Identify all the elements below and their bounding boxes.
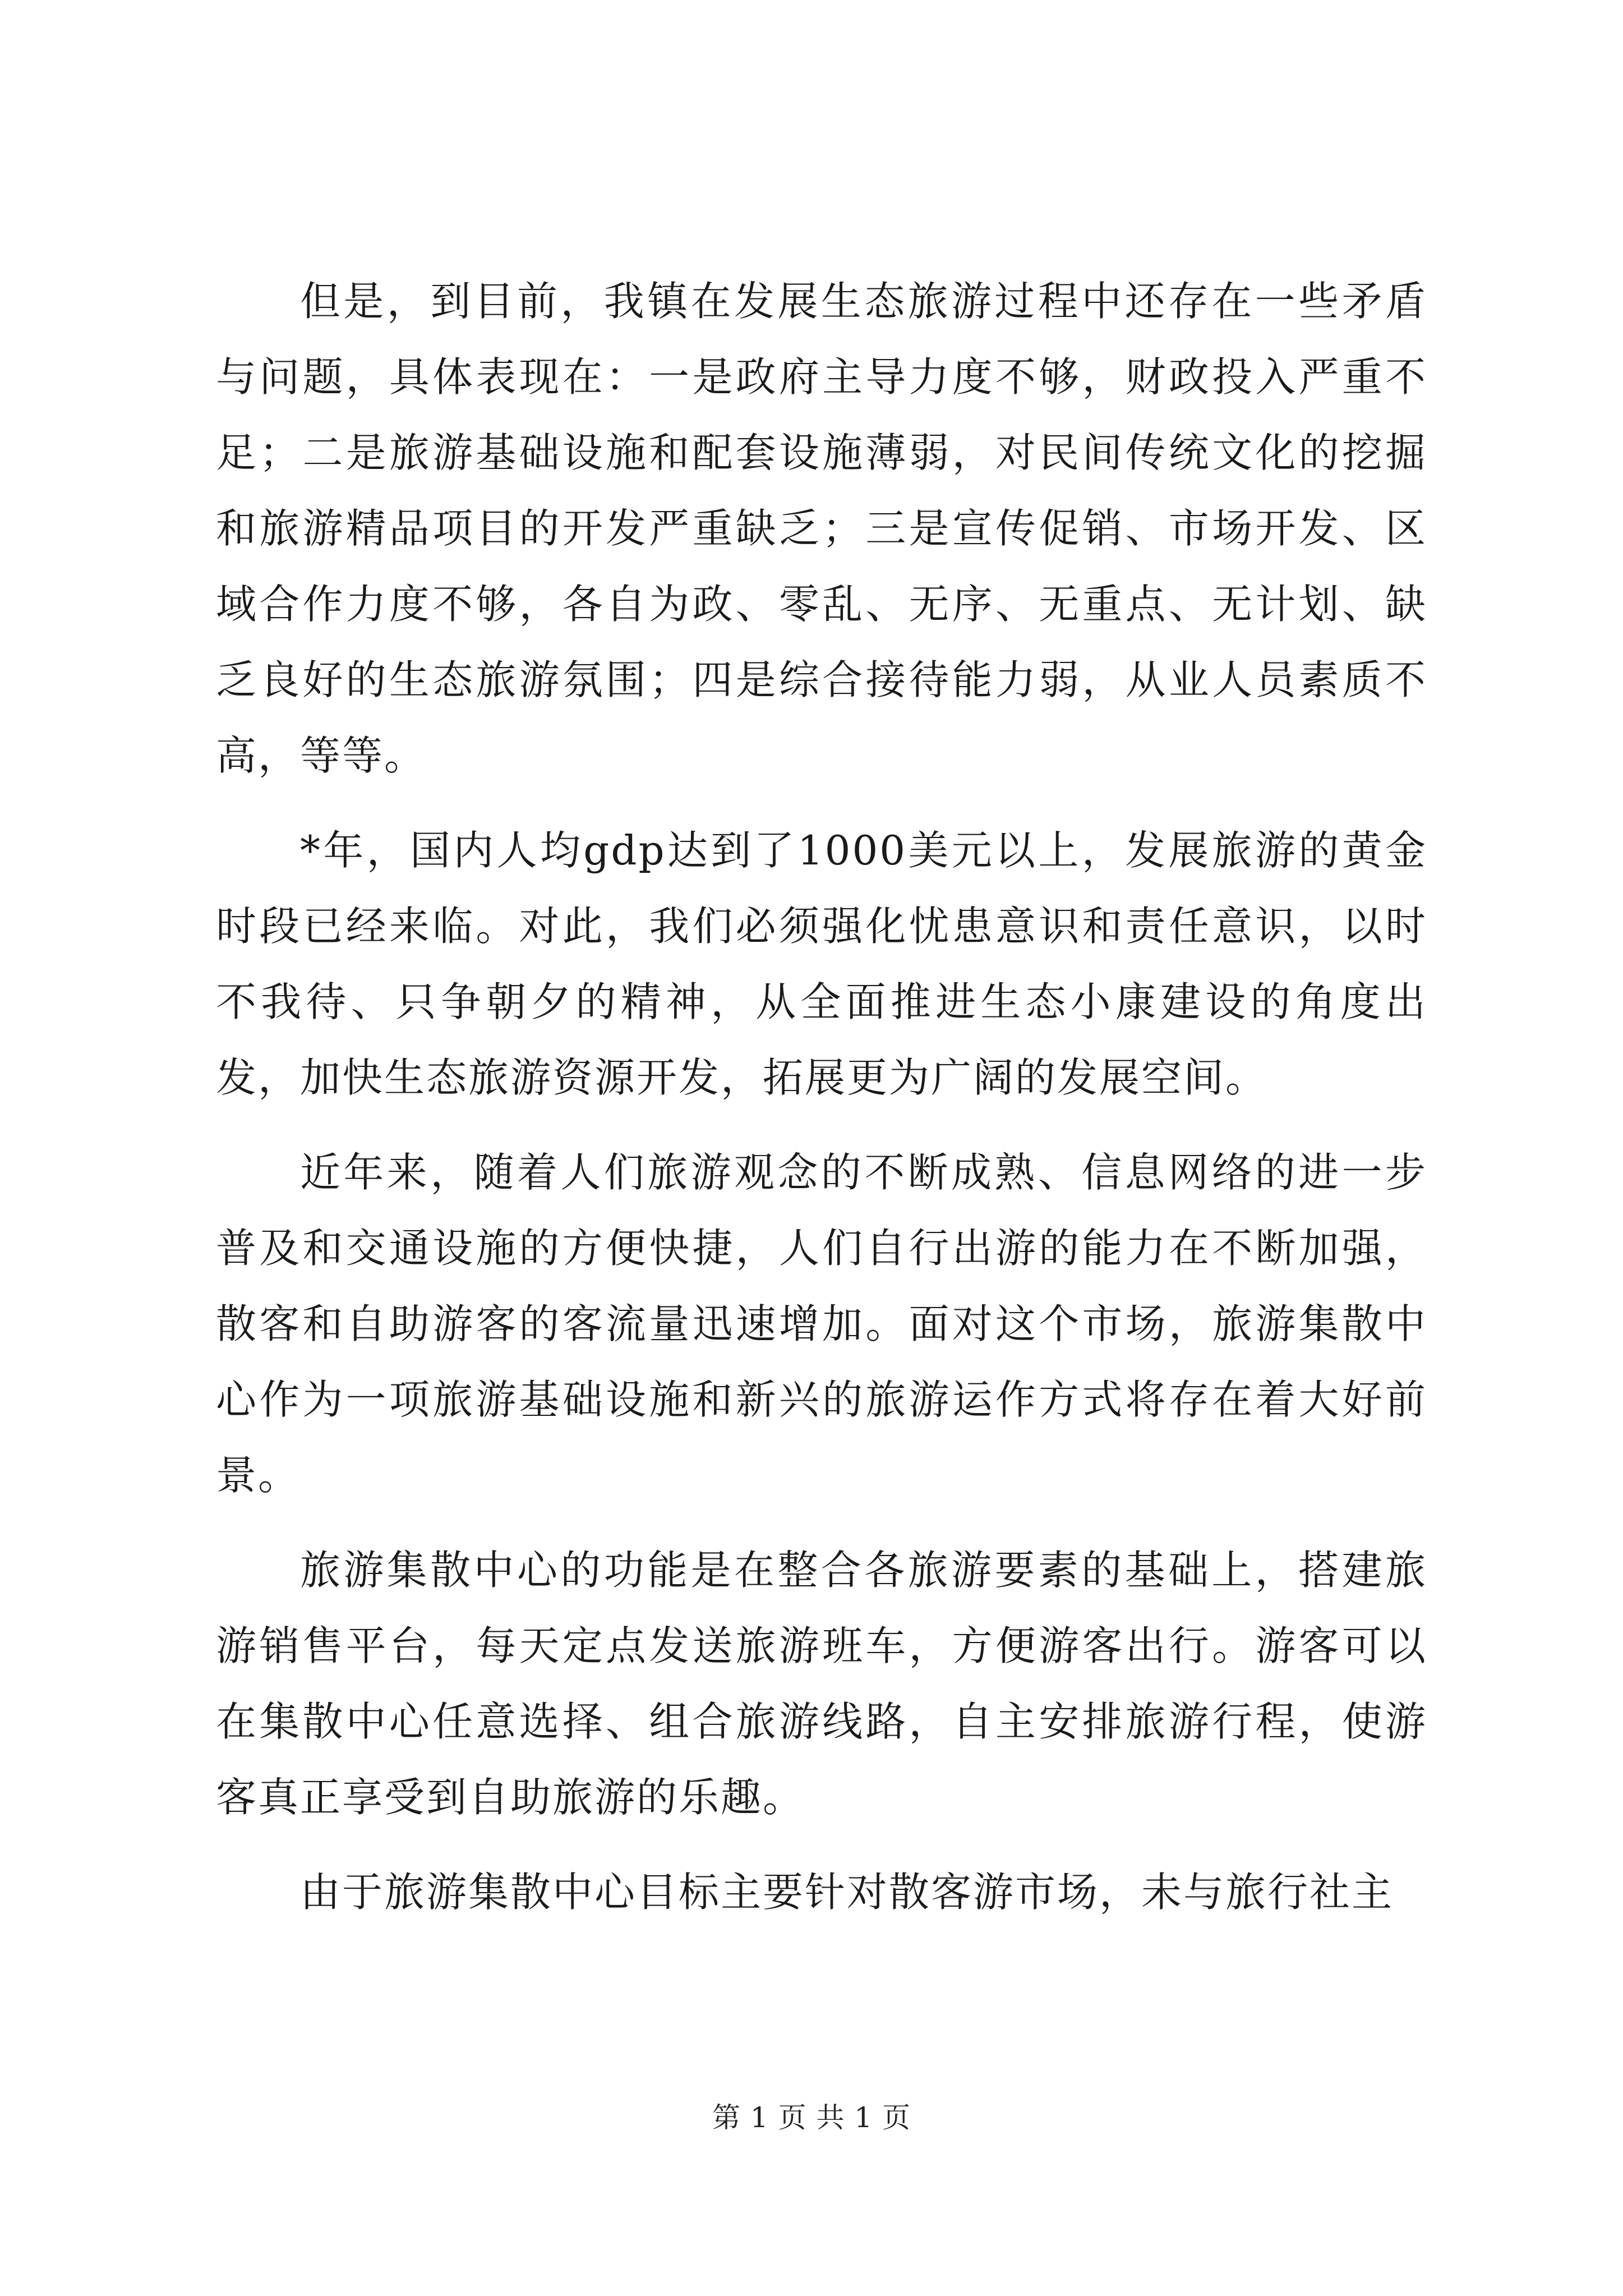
page-footer: 第 1 页 共 1 页	[712, 2101, 911, 2134]
paragraph-5: 由于旅游集散中心目标主要针对散客游市场，未与旅行社主	[300, 1869, 1394, 1916]
document-body	[216, 264, 1427, 1949]
paragraph-1: 但是，到目前，我镇在发展生态旅游过程中还存在一些矛盾与问题，具体表现在：一是政府主导力度不够，财政投入严重不足；二是旅游基础设施和配套设施薄弱，对民间传统文化的挖掘和旅游精品项目的开发严重缺乏；三是宣传促销、市场开发、区域合作力度不够，各自为政、零乱、无序、无重点、无计划、缺乏良好的生态旅游氛围；四是综合接待能力弱，从业人员素质不高，等等。	[216, 278, 1427, 779]
paragraph-4: 旅游集散中心的功能是在整合各旅游要素的基础上，搭建旅游销售平台，每天定点发送旅游班车，方便游客出行。游客可以在集散中心任意选择、组合旅游线路，自主安排旅游行程，使游客真正享受到自助旅游的乐趣。	[216, 1547, 1427, 1821]
paragraph-3: 近年来，随着人们旅游观念的不断成熟、信息网络的进一步普及和交通设施的方便快捷，人们自行出游的能力在不断加强，散客和自助游客的客流量迅速增加。面对这个市场，旅游集散中心作为一项旅游基础设施和新兴的旅游运作方式将存在着大好前景。	[216, 1149, 1427, 1499]
paragraph-2: *年，国内人均gdp达到了1000美元以上，发展旅游的黄金时段已经来临。对此，我们必须强化忧患意识和责任意识，以时不我待、只争朝夕的精神，从全面推进生态小康建设的角度出发，加快生态旅游资源开发，拓展更为广阔的发展空间。	[216, 827, 1427, 1101]
